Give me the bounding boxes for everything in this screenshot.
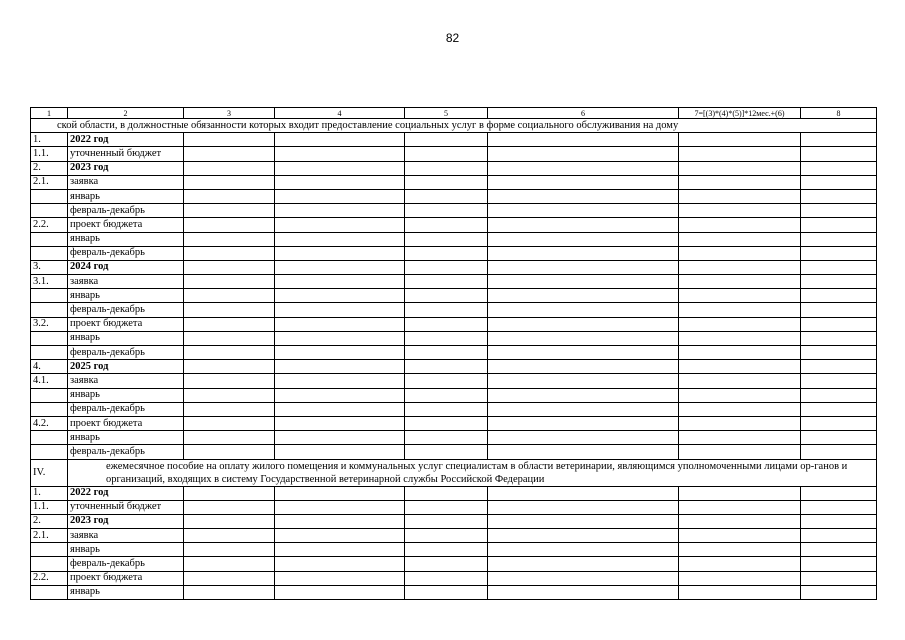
table-row [31,317,877,331]
row-label: заявка [68,529,184,543]
row-number [31,232,68,246]
empty-cell [801,189,877,203]
row-label: февраль-декабрь [68,445,184,459]
empty-cell [275,175,405,189]
empty-cell [801,388,877,402]
empty-cell [275,346,405,360]
empty-cell [184,161,275,175]
empty-cell [488,260,679,274]
column-header: 5 [405,108,488,119]
empty-cell [488,133,679,147]
table-row [31,445,877,459]
empty-cell [405,543,488,557]
empty-cell [801,514,877,528]
empty-cell [801,246,877,260]
table-row [31,402,877,416]
empty-cell [488,161,679,175]
table-row [31,246,877,260]
empty-cell [275,189,405,203]
empty-cell [405,388,488,402]
table-row [31,303,877,317]
row-label: февраль-декабрь [68,204,184,218]
row-number: 2.1. [31,175,68,189]
row-number: 2. [31,514,68,528]
empty-cell [184,246,275,260]
empty-cell [488,388,679,402]
column-header: 8 [801,108,877,119]
empty-cell [184,218,275,232]
empty-cell [801,331,877,345]
empty-cell [801,557,877,571]
empty-cell [679,445,801,459]
empty-cell [488,289,679,303]
row-number: 4.2. [31,416,68,430]
empty-cell [405,161,488,175]
empty-cell [488,218,679,232]
empty-cell [679,204,801,218]
table-row [31,529,877,543]
empty-cell [405,303,488,317]
empty-cell [184,232,275,246]
empty-cell [679,374,801,388]
empty-cell [184,402,275,416]
row-number [31,189,68,203]
empty-cell [184,445,275,459]
row-label: заявка [68,374,184,388]
empty-cell [184,204,275,218]
empty-cell [275,543,405,557]
empty-cell [679,303,801,317]
empty-cell [801,360,877,374]
row-label: январь [68,232,184,246]
column-header: 1 [31,108,68,119]
row-number: 1.1. [31,500,68,514]
table-row [31,388,877,402]
empty-cell [801,543,877,557]
empty-cell [405,416,488,430]
column-header: 6 [488,108,679,119]
empty-cell [488,175,679,189]
empty-cell [679,317,801,331]
column-header: 4 [275,108,405,119]
empty-cell [679,514,801,528]
empty-cell [275,289,405,303]
empty-cell [184,431,275,445]
empty-cell [801,445,877,459]
row-number [31,204,68,218]
empty-cell [405,529,488,543]
empty-cell [405,486,488,500]
row-number [31,445,68,459]
empty-cell [488,189,679,203]
empty-cell [184,275,275,289]
row-label: проект бюджета [68,317,184,331]
row-label: уточненный бюджет [68,500,184,514]
row-label: 2023 год [68,514,184,528]
table-row [31,585,877,599]
table-row [31,346,877,360]
row-label: февраль-декабрь [68,303,184,317]
empty-cell [184,147,275,161]
empty-cell [184,331,275,345]
row-number [31,346,68,360]
year-row [31,133,877,147]
row-number: 3.2. [31,317,68,331]
empty-cell [184,289,275,303]
empty-cell [679,246,801,260]
row-number: 4.1. [31,374,68,388]
empty-cell [679,416,801,430]
empty-cell [275,246,405,260]
row-label: проект бюджета [68,416,184,430]
empty-cell [488,431,679,445]
table-row [31,431,877,445]
empty-cell [679,388,801,402]
year-row [31,514,877,528]
empty-cell [488,486,679,500]
column-header-formula: 7=[(3)*(4)*(5)]*12мес.+(6) [679,108,801,119]
section-iv-text: ежемесячное пособие на оплату жилого помещения и коммунальных услуг специалистам в области ветеринарии, являющимся уполномоченными лицами ор-ганов и организаций, входящих в систему Государственной ветеринарной службы Российской Федерации [68,459,877,486]
empty-cell [801,500,877,514]
empty-cell [184,514,275,528]
row-label: январь [68,388,184,402]
empty-cell [275,204,405,218]
empty-cell [405,275,488,289]
section-iv-row [31,459,877,486]
empty-cell [184,317,275,331]
empty-cell [801,585,877,599]
column-header: 2 [68,108,184,119]
empty-cell [488,232,679,246]
empty-cell [801,346,877,360]
empty-cell [275,431,405,445]
empty-cell [275,218,405,232]
empty-cell [184,346,275,360]
row-label: заявка [68,175,184,189]
empty-cell [679,402,801,416]
empty-cell [679,529,801,543]
table-row [31,275,877,289]
empty-cell [679,431,801,445]
empty-cell [275,402,405,416]
empty-cell [801,275,877,289]
empty-cell [275,388,405,402]
row-label: 2024 год [68,260,184,274]
empty-cell [275,303,405,317]
table-row [31,374,877,388]
empty-cell [488,317,679,331]
empty-cell [275,445,405,459]
empty-cell [275,317,405,331]
empty-cell [275,147,405,161]
row-label: уточненный бюджет [68,147,184,161]
empty-cell [679,585,801,599]
table-row [31,189,877,203]
empty-cell [679,175,801,189]
empty-cell [405,260,488,274]
empty-cell [679,500,801,514]
empty-cell [488,514,679,528]
empty-cell [488,204,679,218]
row-label: проект бюджета [68,218,184,232]
row-number: 3.1. [31,275,68,289]
empty-cell [184,416,275,430]
empty-cell [801,416,877,430]
empty-cell [488,571,679,585]
row-number [31,303,68,317]
empty-cell [275,585,405,599]
empty-cell [405,218,488,232]
empty-cell [801,147,877,161]
empty-cell [488,346,679,360]
row-number: 2. [31,161,68,175]
row-label: январь [68,585,184,599]
row-number: 3. [31,260,68,274]
empty-cell [488,275,679,289]
empty-cell [679,331,801,345]
row-label: январь [68,431,184,445]
empty-cell [679,133,801,147]
empty-cell [275,161,405,175]
empty-cell [679,571,801,585]
empty-cell [405,232,488,246]
empty-cell [679,275,801,289]
empty-cell [405,346,488,360]
row-number: 1.1. [31,147,68,161]
empty-cell [184,189,275,203]
empty-cell [488,147,679,161]
empty-cell [801,402,877,416]
empty-cell [184,133,275,147]
empty-cell [679,147,801,161]
empty-cell [488,557,679,571]
row-number: 1. [31,486,68,500]
empty-cell [405,585,488,599]
empty-cell [679,232,801,246]
empty-cell [488,360,679,374]
empty-cell [184,529,275,543]
empty-cell [275,571,405,585]
year-row [31,486,877,500]
empty-cell [275,500,405,514]
row-label: январь [68,289,184,303]
empty-cell [488,543,679,557]
table-row [31,500,877,514]
empty-cell [184,585,275,599]
empty-cell [488,374,679,388]
empty-cell [275,331,405,345]
table-row [31,232,877,246]
section-number: IV. [31,459,68,486]
row-number [31,402,68,416]
section-continuation-text: ской области, в должностные обязанности которых входит предоставление социальных услуг в форме социального обслуживания на дому [31,119,877,133]
empty-cell [405,571,488,585]
empty-cell [679,346,801,360]
empty-cell [801,317,877,331]
empty-cell [275,260,405,274]
row-label: февраль-декабрь [68,346,184,360]
row-number [31,289,68,303]
empty-cell [184,175,275,189]
empty-cell [679,189,801,203]
table-row [31,557,877,571]
empty-cell [488,331,679,345]
empty-cell [405,445,488,459]
empty-cell [405,374,488,388]
year-row [31,360,877,374]
row-label: 2025 год [68,360,184,374]
empty-cell [405,246,488,260]
empty-cell [184,260,275,274]
row-number: 1. [31,133,68,147]
row-number: 2.2. [31,571,68,585]
empty-cell [488,529,679,543]
empty-cell [184,571,275,585]
empty-cell [679,360,801,374]
empty-cell [405,317,488,331]
row-label: проект бюджета [68,571,184,585]
empty-cell [275,557,405,571]
empty-cell [488,585,679,599]
empty-cell [184,303,275,317]
table-row [31,218,877,232]
table-row [31,416,877,430]
row-label: 2022 год [68,486,184,500]
empty-cell [405,147,488,161]
empty-cell [488,402,679,416]
empty-cell [488,246,679,260]
empty-cell [405,331,488,345]
year-row [31,161,877,175]
empty-cell [679,260,801,274]
row-number [31,246,68,260]
empty-cell [405,189,488,203]
empty-cell [184,486,275,500]
empty-cell [405,360,488,374]
empty-cell [275,374,405,388]
empty-cell [679,543,801,557]
row-label: январь [68,331,184,345]
row-number [31,585,68,599]
empty-cell [184,500,275,514]
empty-cell [275,275,405,289]
column-header: 3 [184,108,275,119]
table-row [31,543,877,557]
row-label: январь [68,189,184,203]
empty-cell [801,218,877,232]
table-row [31,175,877,189]
row-label: январь [68,543,184,557]
empty-cell [679,289,801,303]
row-number [31,543,68,557]
empty-cell [275,133,405,147]
empty-cell [801,529,877,543]
empty-cell [405,514,488,528]
empty-cell [801,374,877,388]
empty-cell [275,232,405,246]
empty-cell [275,486,405,500]
row-number: 2.1. [31,529,68,543]
empty-cell [488,303,679,317]
row-label: 2022 год [68,133,184,147]
empty-cell [801,204,877,218]
table-row [31,571,877,585]
empty-cell [184,374,275,388]
empty-cell [801,303,877,317]
empty-cell [488,500,679,514]
empty-cell [184,557,275,571]
table-row [31,204,877,218]
empty-cell [488,416,679,430]
row-number [31,431,68,445]
empty-cell [405,133,488,147]
empty-cell [801,486,877,500]
empty-cell [801,289,877,303]
empty-cell [679,218,801,232]
row-label: февраль-декабрь [68,246,184,260]
row-number [31,331,68,345]
empty-cell [801,431,877,445]
empty-cell [275,360,405,374]
row-number [31,388,68,402]
empty-cell [488,445,679,459]
row-label: февраль-декабрь [68,402,184,416]
empty-cell [801,260,877,274]
table-row [31,147,877,161]
section-continuation-row [31,119,877,133]
empty-cell [801,232,877,246]
row-label: заявка [68,275,184,289]
empty-cell [801,175,877,189]
empty-cell [405,500,488,514]
year-row [31,260,877,274]
empty-cell [679,486,801,500]
empty-cell [801,161,877,175]
empty-cell [405,431,488,445]
empty-cell [275,529,405,543]
table-row [31,331,877,345]
row-label: 2023 год [68,161,184,175]
empty-cell [275,416,405,430]
empty-cell [184,360,275,374]
empty-cell [679,557,801,571]
empty-cell [184,388,275,402]
empty-cell [405,557,488,571]
empty-cell [184,543,275,557]
row-number: 2.2. [31,218,68,232]
table-row [31,289,877,303]
row-label: февраль-декабрь [68,557,184,571]
empty-cell [275,514,405,528]
empty-cell [405,289,488,303]
row-number: 4. [31,360,68,374]
empty-cell [405,204,488,218]
empty-cell [405,175,488,189]
column-number-row [31,108,877,119]
empty-cell [801,571,877,585]
empty-cell [679,161,801,175]
empty-cell [801,133,877,147]
budget-table [30,107,877,600]
empty-cell [405,402,488,416]
row-number [31,557,68,571]
page-number: 82 [445,31,460,45]
